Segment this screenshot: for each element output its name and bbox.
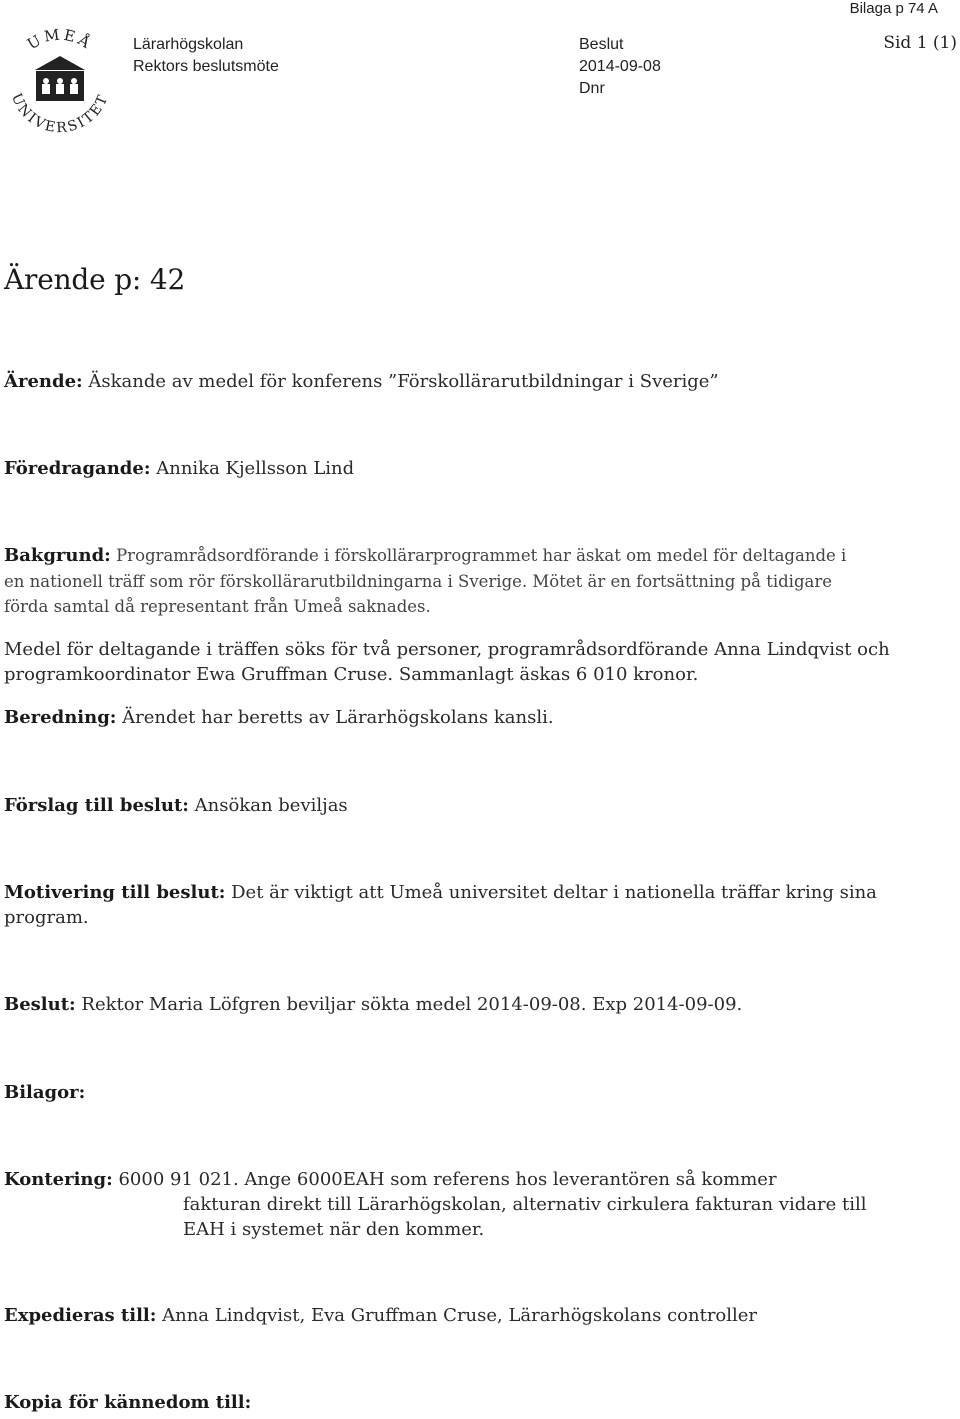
bilagor-label: Bilagor: — [4, 1082, 86, 1103]
bakgrund-text: Programrådsordförande i förskollärarprogrammet har äskat om medel för deltagande i en nationell träff som rör förskollärarutbildningarna i Sverige. Mötet är en fortsättning på tidigare förda samtal då representant från Umeå saknades. — [4, 546, 847, 616]
section-kontering — [4, 1167, 904, 1242]
logo-building-icon — [35, 56, 85, 101]
section-arende — [4, 369, 904, 394]
dnr-label: Dnr — [579, 80, 605, 97]
org-name: Lärarhögskolan — [133, 36, 244, 53]
document-date: 2014-09-08 — [579, 58, 661, 75]
kontering-first-line — [4, 1167, 904, 1192]
kontering-continuation: fakturan direkt till Lärarhögskolan, alternativ cirkulera fakturan vidare till EAH i systemet när den kommer. — [183, 1194, 867, 1240]
meeting-name: Rektors beslutsmöte — [133, 58, 279, 75]
motivering-label: Motivering till beslut: — [4, 882, 226, 903]
motivering-text: Det är viktigt att Umeå universitet deltar i nationella träffar kring sina program. — [4, 882, 877, 928]
kontering-label: Kontering: — [4, 1169, 113, 1190]
header-document-info — [579, 34, 661, 100]
kopia-label: Kopia för kännedom till: — [4, 1392, 252, 1413]
arende-text: Äskande av medel för konferens ”Förskollärarutbildningar i Sverige” — [82, 371, 719, 392]
umea-university-logo — [2, 26, 118, 144]
arende-label: Ärende: — [4, 371, 83, 392]
beredning-text: Ärendet har beretts av Lärarhögskolans kansli. — [116, 707, 554, 728]
section-medel — [4, 637, 894, 687]
document-type: Beslut — [579, 36, 624, 53]
section-forslag — [4, 793, 904, 818]
medel-text: Medel för deltagande i träffen söks för två personer, programrådsordförande Anna Lindqvist och programkoordinator Ewa Gruffman Cruse. Sammanlagt äskas 6 010 kronor. — [4, 639, 890, 685]
section-motivering — [4, 880, 884, 930]
beslut-label: Beslut: — [4, 994, 76, 1015]
forslag-text: Ansökan beviljas — [188, 795, 348, 816]
forslag-label: Förslag till beslut: — [4, 795, 189, 816]
section-foredragande — [4, 456, 904, 481]
foredragande-text: Annika Kjellsson Lind — [150, 458, 355, 479]
header-organization — [133, 34, 279, 78]
beslut-text: Rektor Maria Löfgren beviljar sökta medel 2014-09-08. Exp 2014-09-09. — [75, 994, 743, 1015]
bakgrund-label: Bakgrund: — [4, 545, 111, 566]
section-bilagor — [4, 1080, 904, 1105]
logo-arc-bottom: UNIVERSITET — [7, 91, 113, 137]
section-beredning — [4, 705, 904, 730]
attachment-note: Bilaga p 74 A — [849, 0, 938, 17]
section-beslut — [4, 992, 904, 1017]
svg-text:UMEÅ — [24, 26, 96, 53]
page-title: Ärende p: 42 — [4, 263, 186, 296]
expedieras-label: Expedieras till: — [4, 1305, 157, 1326]
kontering-text: 6000 91 021. Ange 6000EAH som referens hos leverantören så kommer — [112, 1169, 777, 1190]
expedieras-text: Anna Lindqvist, Eva Gruffman Cruse, Lärarhögskolans controller — [156, 1305, 758, 1326]
logo-arc-top: UMEÅ — [24, 26, 97, 54]
section-expedieras — [4, 1303, 904, 1328]
page-number: Sid 1 (1) — [883, 33, 957, 53]
section-bakgrund — [4, 543, 864, 620]
foredragande-label: Föredragande: — [4, 458, 151, 479]
beredning-label: Beredning: — [4, 707, 117, 728]
section-kopia — [4, 1390, 904, 1415]
